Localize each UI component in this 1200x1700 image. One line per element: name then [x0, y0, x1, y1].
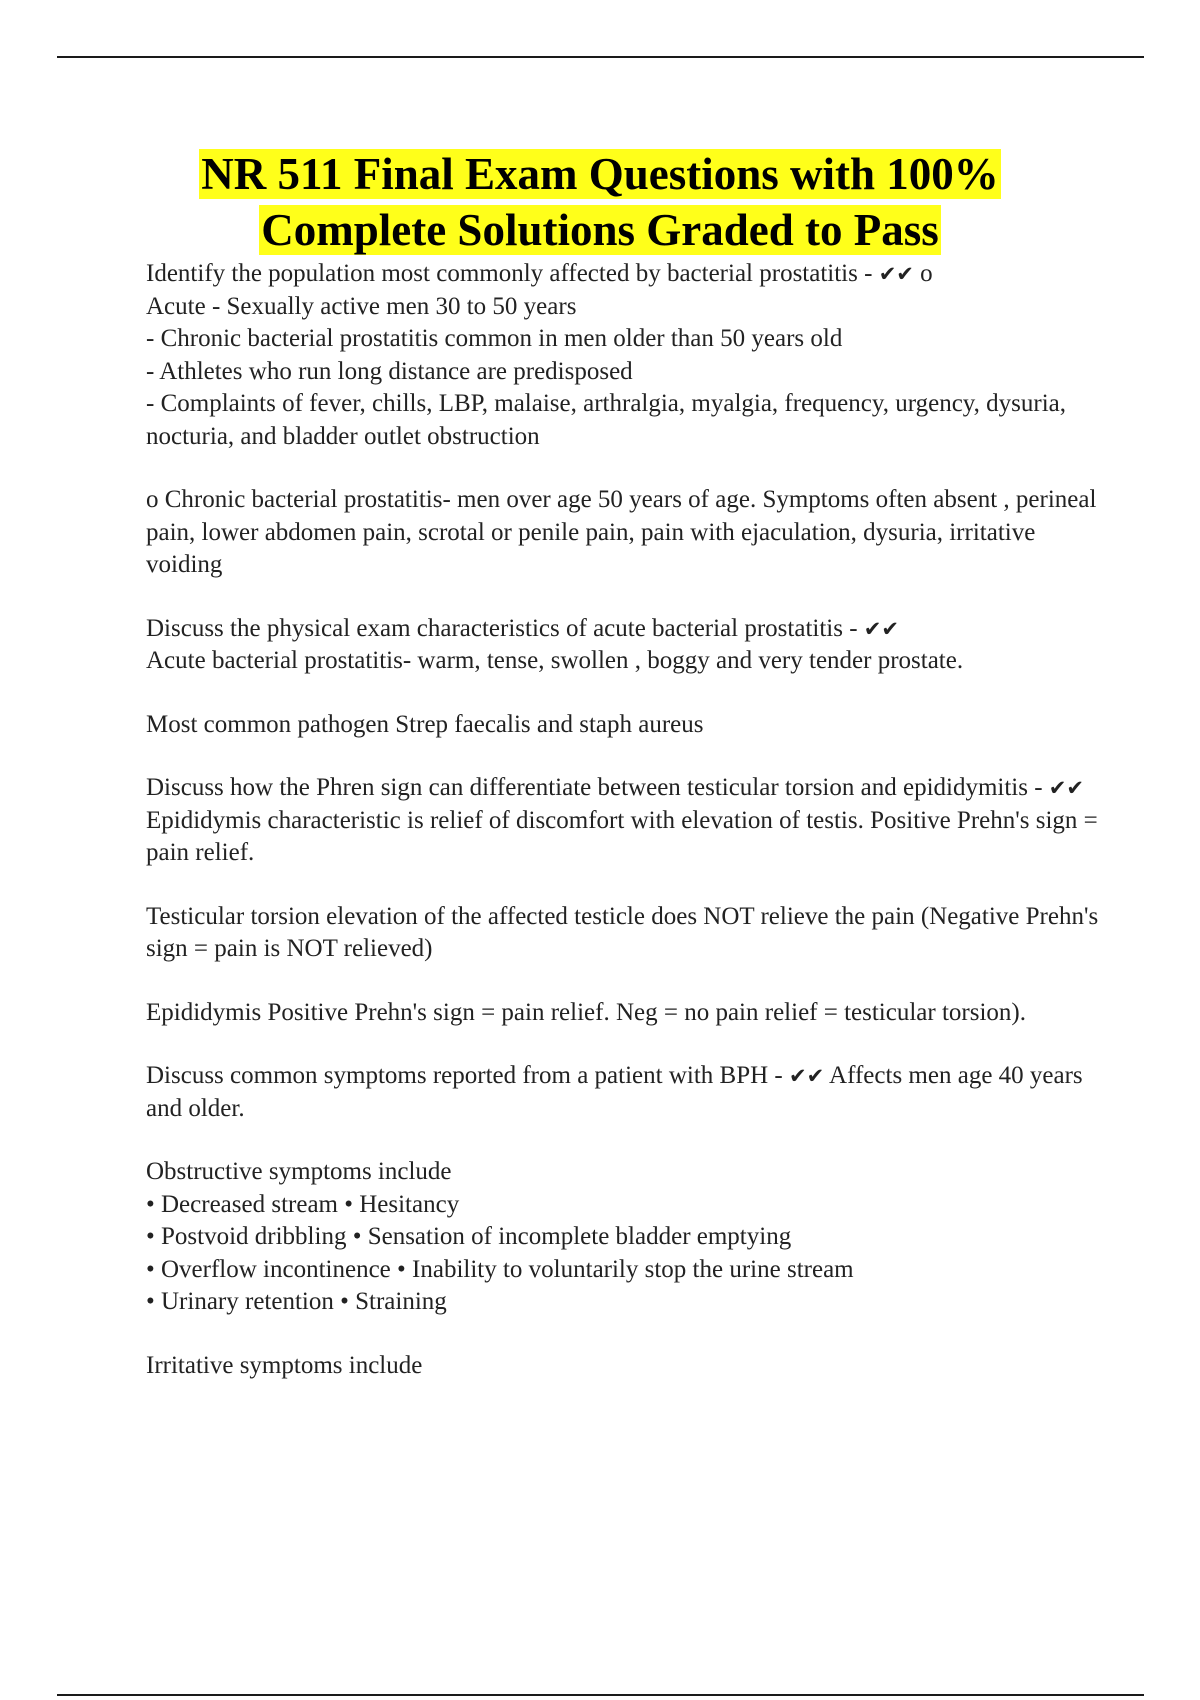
obstructive-heading: Obstructive symptoms include [146, 1158, 452, 1185]
double-check-icon: ✔✔ [788, 1064, 825, 1088]
paragraph-epididymis: Epididymis Positive Prehn's sign = pain relief. Neg = no pain relief = testicular torsion). [146, 998, 1026, 1026]
question-4-answer: Affects men age 40 years and older. [146, 1062, 1083, 1122]
question-2-answer: Acute bacterial prostatitis- warm, tense, swollen , boggy and very tender prostate. [146, 647, 964, 674]
question-3-prompt: Discuss how the Phren sign can differentiate between testicular torsion and epididymitis - [146, 774, 1049, 801]
obstructive-item: • Urinary retention • Straining [146, 1288, 447, 1315]
document-body [146, 258, 1106, 1413]
double-check-icon: ✔✔ [863, 616, 899, 641]
double-check-icon: ✔✔ [1048, 776, 1084, 800]
question-3 [146, 772, 1106, 870]
title-line-1: NR 511 Final Exam Questions with 100% [201, 149, 999, 199]
title-line-2: Complete Solutions Graded to Pass [261, 205, 939, 255]
question-2 [146, 613, 1106, 678]
paragraph-chronic-prostatitis: o Chronic bacterial prostatitis- men over age 50 years of age. Symptoms often absent , perineal pain, lower abdomen pain, scrotal or penile pain, pain with ejaculation, dysuria, irritative voiding [146, 486, 1097, 578]
footer-rule [57, 1694, 1144, 1696]
question-4 [146, 1060, 1106, 1125]
document-title [0, 146, 1200, 258]
question-2-prompt: Discuss the physical exam characteristics of acute bacterial prostatitis - [146, 614, 864, 642]
paragraph-common-pathogen: Most common pathogen Strep faecalis and staph aureus [146, 710, 704, 738]
question-3-answer: Epididymis characteristic is relief of discomfort with elevation of testis. Positive Prehn's sign = pain relief. [146, 806, 1098, 866]
paragraph-testicular-torsion: Testicular torsion elevation of the affected testicle does NOT relieve the pain (Negative Prehn's sign = pain is NOT relieved) [146, 902, 1099, 962]
obstructive-item: • Decreased stream • Hesitancy [146, 1190, 460, 1218]
header-rule [57, 56, 1144, 58]
question-1-prompt: Identify the population most commonly affected by bacterial prostatitis - [146, 260, 879, 287]
question-1-answer: o Acute - Sexually active men 30 to 50 years - Chronic bacterial prostatitis common in men older than 50 years old - Athletes who run long distance are predisposed - Complaints of fever, chills, LBP, malaise, arthralgia, myalgia, frequency, urgency, dysuria, nocturia, and bladder outlet obstruction [146, 260, 1067, 450]
question-1 [146, 258, 1106, 453]
question-4-prompt: Discuss common symptoms reported from a patient with BPH - [146, 1062, 789, 1089]
irritative-heading: Irritative symptoms include [146, 1351, 423, 1379]
obstructive-item: • Postvoid dribbling • Sensation of incomplete bladder emptying [146, 1223, 792, 1250]
obstructive-item: • Overflow incontinence • Inability to voluntarily stop the urine stream [146, 1255, 854, 1283]
double-check-icon: ✔✔ [878, 262, 914, 286]
